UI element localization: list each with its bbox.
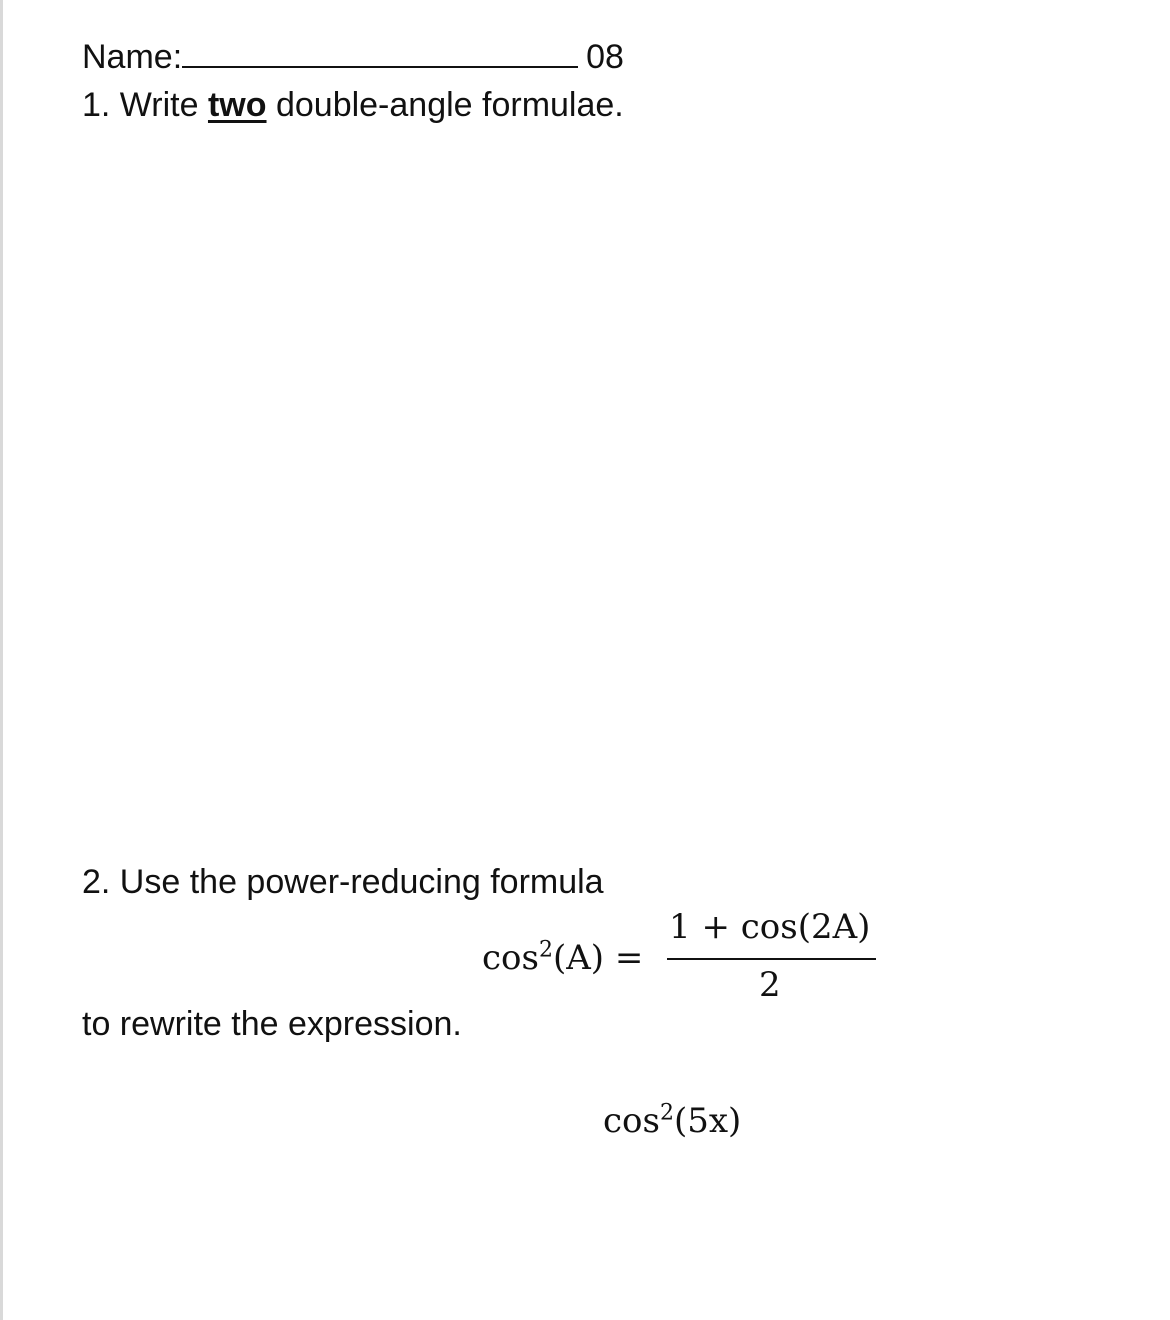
question-1 xyxy=(82,85,624,125)
formula-numerator: 1 + cos(2A) xyxy=(669,907,871,947)
question-2-instruction: to rewrite the expression. xyxy=(82,1005,462,1043)
name-label: Name: xyxy=(82,38,183,76)
expression-exponent: 2 xyxy=(659,1100,674,1126)
formula-lhs-func: cos xyxy=(482,938,539,978)
formula-left-side xyxy=(482,938,643,978)
name-blank-line[interactable] xyxy=(182,36,578,68)
formula-equals: = xyxy=(614,938,644,978)
question-1-emphasis: two xyxy=(207,86,267,124)
question-1-suffix: double-angle formulae. xyxy=(266,86,624,124)
formula-lhs-exponent: 2 xyxy=(538,937,553,963)
formula-lhs-arg: (A) xyxy=(552,938,605,978)
expression-func: cos xyxy=(603,1101,660,1141)
page-code: 08 xyxy=(586,38,624,76)
question-2-intro: 2. Use the power-reducing formula xyxy=(82,863,604,901)
expression-arg: (5x) xyxy=(673,1101,742,1141)
formula-denominator: 2 xyxy=(759,965,781,1005)
target-expression xyxy=(603,1101,741,1141)
question-1-prefix: 1. Write xyxy=(82,86,208,124)
fraction-bar xyxy=(667,958,876,960)
name-field-row xyxy=(82,36,624,77)
page-left-border xyxy=(0,0,3,1320)
